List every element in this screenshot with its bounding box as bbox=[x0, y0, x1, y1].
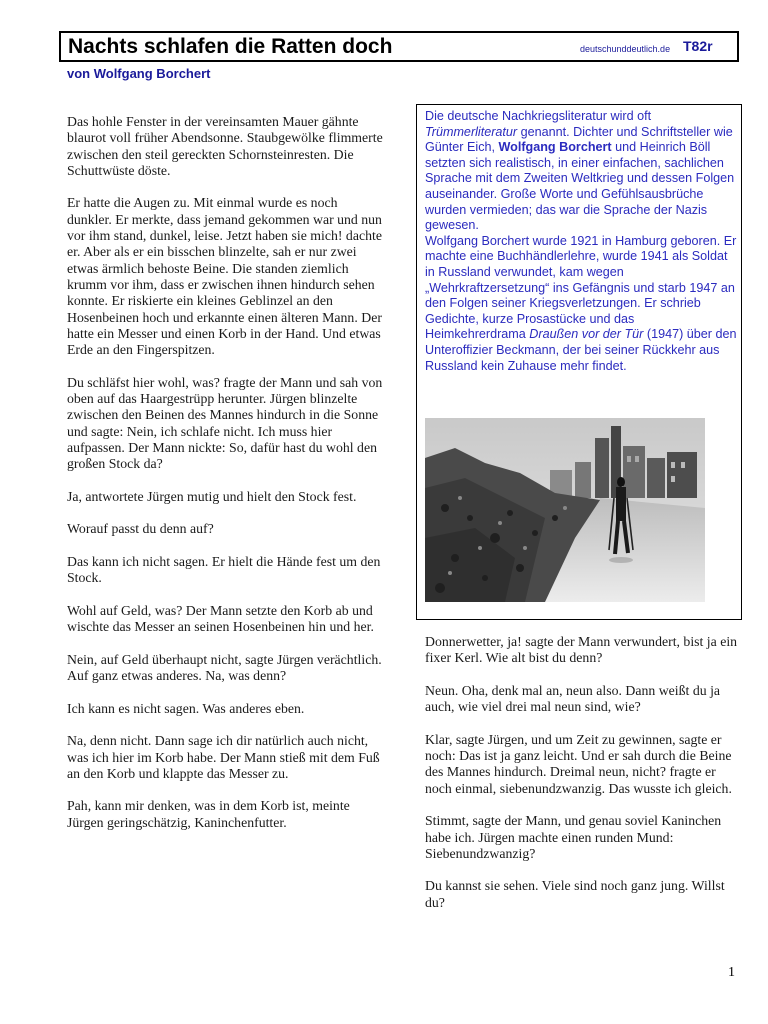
story-paragraph: Wohl auf Geld, was? Der Mann setzte den Korb ab und wischte das Messer an seinen Hosenbeinen hin und her. bbox=[67, 602, 374, 635]
story-paragraph: Er hatte die Augen zu. Mit einmal wurde es noch dunkler. Er merkte, dass jemand gekommen war und nun vor ihm stand, dunkel, leise. Jetzt haben sie mich! dachte er. Aber als er ein bisschen blinzelte, sah er nur zwei etwas ärmlich behoste Beine. Die standen ziemlich krumm vor ihm, dass er zwischen ihnen hindurch sehen konnte. Er riskierte ein kleines Geblinzel an den Hosenbeinen hoch und erkannte einen älteren Mann. Der hatte ein Messer und einen Korb in der Hand. Und etwas Erde an den Fingerspitzen. bbox=[67, 195, 382, 358]
story-paragraph: Klar, sagte Jürgen, und um Zeit zu gewinnen, sagte er noch: Das ist ja ganz leicht. Und er sah durch die Beine des Mannes hindurch. Dreimal neun, nicht? fragte er noch einmal, siebenundzwanzig. Das wusste ich gleich. bbox=[425, 731, 732, 796]
info-text-run: genannt. Dichter und Schriftsteller wie Günter Eich, bbox=[425, 124, 733, 155]
info-emphasis: Wolfgang Borchert bbox=[498, 140, 612, 155]
ruins-photo bbox=[425, 418, 705, 602]
info-text bbox=[425, 109, 737, 374]
story-paragraph: Pah, kann mir denken, was in dem Korb ist, meinte Jürgen geringschätzig, Kaninchenfutter. bbox=[67, 798, 350, 830]
story-paragraph: Du kannst sie sehen. Viele sind noch ganz jung. Willst du? bbox=[425, 878, 725, 910]
title-box bbox=[59, 31, 739, 62]
story-paragraph: Das kann ich nicht sagen. Er hielt die Hände fest um den Stock. bbox=[67, 554, 381, 586]
story-paragraph: Das hohle Fenster in der vereinsamten Mauer gähnte blaurot voll früher Abendsonne. Staubgewölke flimmerte zwischen den steil gereckten Schornsteinresten. Die Schuttwüste döste. bbox=[67, 114, 383, 178]
info-paragraph-literature bbox=[425, 109, 737, 234]
story-paragraph: Worauf passt du denn auf? bbox=[67, 521, 214, 537]
info-paragraph-biography bbox=[425, 234, 737, 374]
page-number: 1 bbox=[728, 965, 735, 980]
story-paragraph: Na, denn nicht. Dann sage ich dir natürlich auch nicht, was ich hier im Korb habe. Der Mann stieß mit dem Fuß an den Korb und klappte das Messer zu. bbox=[67, 733, 380, 781]
info-text-run: Die deutsche Nachkriegsliteratur wird oft bbox=[425, 109, 652, 123]
story-paragraph: Stimmt, sagte der Mann, und genau soviel Kaninchen habe ich. Jürgen machte einen runden Mund: Siebenundzwanzig? bbox=[425, 813, 722, 861]
page-title: Nachts schlafen die Ratten doch bbox=[68, 35, 393, 58]
info-text-run: Wolfgang Borchert wurde 1921 in Hamburg geboren. Er machte eine Buchhändlerlehre, wurde 1941 als Soldat in Russland verwundet, kam wegen „Wehrkraftzersetzung“ ins Gefängnis und starb 1947 an den Folgen seiner Kriegsverletzungen. Er schrieb Gedichte, kurze Prosastücke und das Heimkehrerdrama bbox=[425, 233, 737, 342]
story-column-left bbox=[67, 114, 385, 847]
story-paragraph: Neun. Oha, denk mal an, neun also. Dann weißt du ja auch, wie viel drei mal neun sind, wie? bbox=[425, 682, 721, 715]
info-box bbox=[416, 104, 742, 620]
info-text-run: (1947) über den Unteroffizier Beckmann, der bei seiner Rückkehr aus Russland kein Zuhause mehr findet. bbox=[425, 327, 737, 373]
site-name: deutschunddeutlich.de bbox=[580, 44, 671, 54]
info-emphasis: Trümmerliteratur bbox=[425, 124, 518, 139]
info-emphasis: Draußen vor der Tür bbox=[529, 327, 644, 342]
story-paragraph: Donnerwetter, ja! sagte der Mann verwundert, bist ja ein fixer Kerl. Wie alt bist du denn? bbox=[425, 634, 738, 666]
author-line: von Wolfgang Borchert bbox=[67, 66, 211, 81]
document-code: T82r bbox=[683, 38, 713, 54]
story-paragraph: Ich kann es nicht sagen. Was anderes eben. bbox=[67, 700, 305, 716]
story-paragraph: Ja, antwortete Jürgen mutig und hielt den Stock fest. bbox=[67, 488, 357, 504]
info-text-run: und Heinrich Böll setzten sich realistisch, in einer einfachen, sachlichen Sprache mit dem Zweiten Weltkrieg und dessen Folgen auseinander. Große Worte und Gefühlsausbrüche wurden vermieden; das war die Sprache der Nazis gewesen. bbox=[425, 140, 735, 233]
story-paragraph: Du schläfst hier wohl, was? fragte der Mann und sah von oben auf das Haargestrüpp herunter. Jürgen blinzelte zwischen den Beinen des Mannes hindurch in die Sonne und sagte: Nein, ich schlafe nicht. Ich muss hier aufpassen. Der Mann nickte: So, dafür hast du wohl den großen Stock da? bbox=[67, 374, 383, 472]
story-column-right bbox=[425, 634, 743, 927]
story-paragraph: Nein, auf Geld überhaupt nicht, sagte Jürgen verächtlich. Auf ganz etwas anderes. Na, was denn? bbox=[67, 651, 382, 684]
